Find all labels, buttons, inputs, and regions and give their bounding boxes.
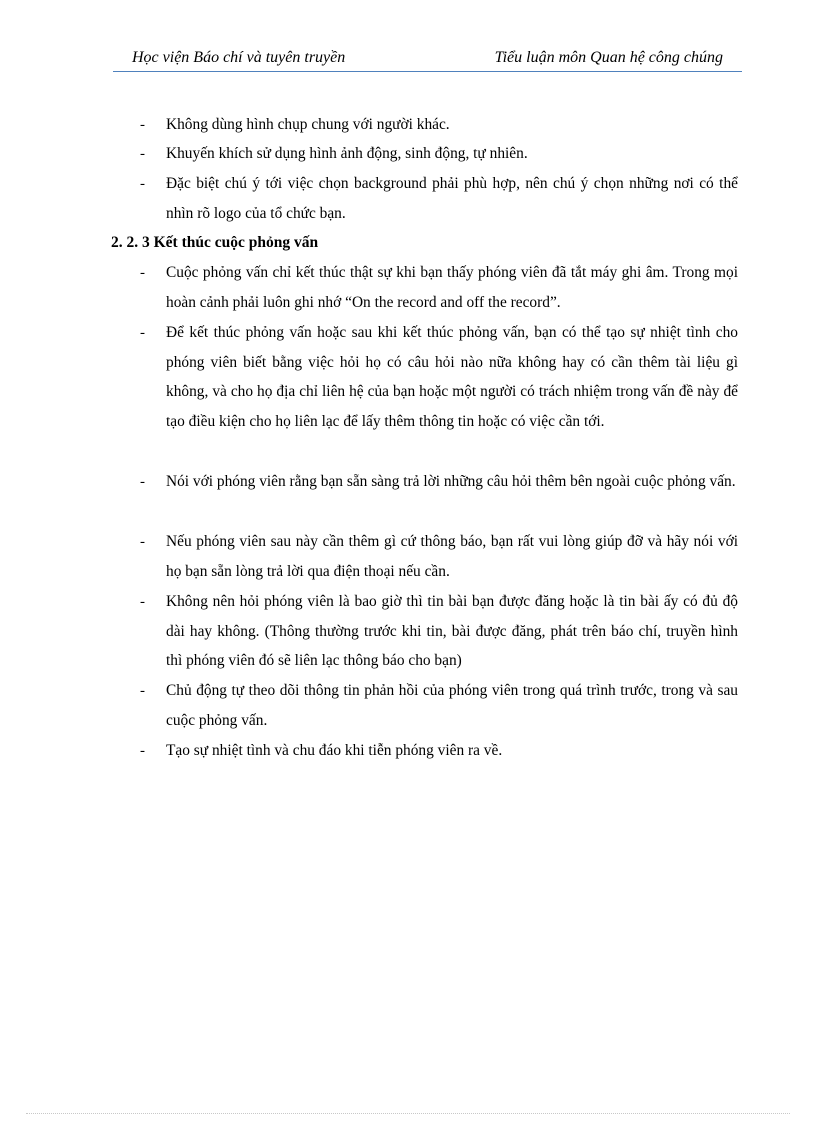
list-item: Chủ động tự theo dõi thông tin phản hồi của phóng viên trong quá trình trước, trong và sau cuộc phỏng vấn. xyxy=(166,682,738,729)
header-institution: Học viện Báo chí và tuyên truyền xyxy=(132,49,346,66)
list-item: Tạo sự nhiệt tình và chu đáo khi tiễn phóng viên ra về. xyxy=(166,742,503,759)
page-header xyxy=(130,47,730,69)
list-item: Nếu phóng viên sau này cần thêm gì cứ thông báo, bạn rất vui lòng giúp đỡ và hãy nói với họ bạn sẵn lòng trả lời qua điện thoại nếu cần. xyxy=(166,533,738,580)
list-item: Không dùng hình chụp chung với người khác. xyxy=(166,116,450,133)
bullet-marker: - xyxy=(140,743,145,759)
bullet-marker: - xyxy=(140,146,145,162)
bullet-marker: - xyxy=(140,534,145,550)
list-item: Để kết thúc phỏng vấn hoặc sau khi kết thúc phỏng vấn, bạn có thể tạo sự nhiệt tình cho phóng viên biết bằng việc hỏi họ có câu hỏi nào nữa không hay có cần thêm tài liệu gì không, và cho họ địa chỉ liên hệ của bạn hoặc một người có trách nhiệm trong vấn đề này để tạo điều kiện cho họ liên lạc để lấy thêm thông tin hoặc có việc cần tới. xyxy=(166,324,738,431)
footer-divider xyxy=(26,1113,790,1114)
header-divider xyxy=(113,71,742,72)
bullet-marker: - xyxy=(140,683,145,699)
bullet-marker: - xyxy=(140,265,145,281)
list-item: Nói với phóng viên rằng bạn sẵn sàng trả lời những câu hỏi thêm bên ngoài cuộc phỏng vấn. xyxy=(166,473,736,490)
list-item: Không nên hỏi phóng viên là bao giờ thì tin bài bạn được đăng hoặc là tin bài ấy có đủ độ dài hay không. (Thông thường trước khi tin, bài được đăng, phát trên báo chí, truyền hình thì phóng viên đó sẽ liên lạc thông báo cho bạn) xyxy=(166,593,738,670)
list-item: Cuộc phỏng vấn chỉ kết thúc thật sự khi bạn thấy phóng viên đã tắt máy ghi âm. Trong mọi hoàn cảnh phải luôn ghi nhớ “On the record and off the record”. xyxy=(166,264,738,311)
bullet-marker: - xyxy=(140,117,145,133)
bullet-marker: - xyxy=(140,594,145,610)
bullet-marker: - xyxy=(140,325,145,341)
section-heading: 2. 2. 3 Kết thúc cuộc phỏng vấn xyxy=(111,234,319,251)
header-essay-title: Tiểu luận môn Quan hệ công chúng xyxy=(494,49,723,66)
bullet-marker: - xyxy=(140,474,145,490)
list-item: Đặc biệt chú ý tới việc chọn background phải phù hợp, nên chú ý chọn những nơi có thể nhìn rõ logo của tổ chức bạn. xyxy=(166,175,738,222)
list-item: Khuyến khích sử dụng hình ảnh động, sinh động, tự nhiên. xyxy=(166,145,528,162)
bullet-marker: - xyxy=(140,176,145,192)
